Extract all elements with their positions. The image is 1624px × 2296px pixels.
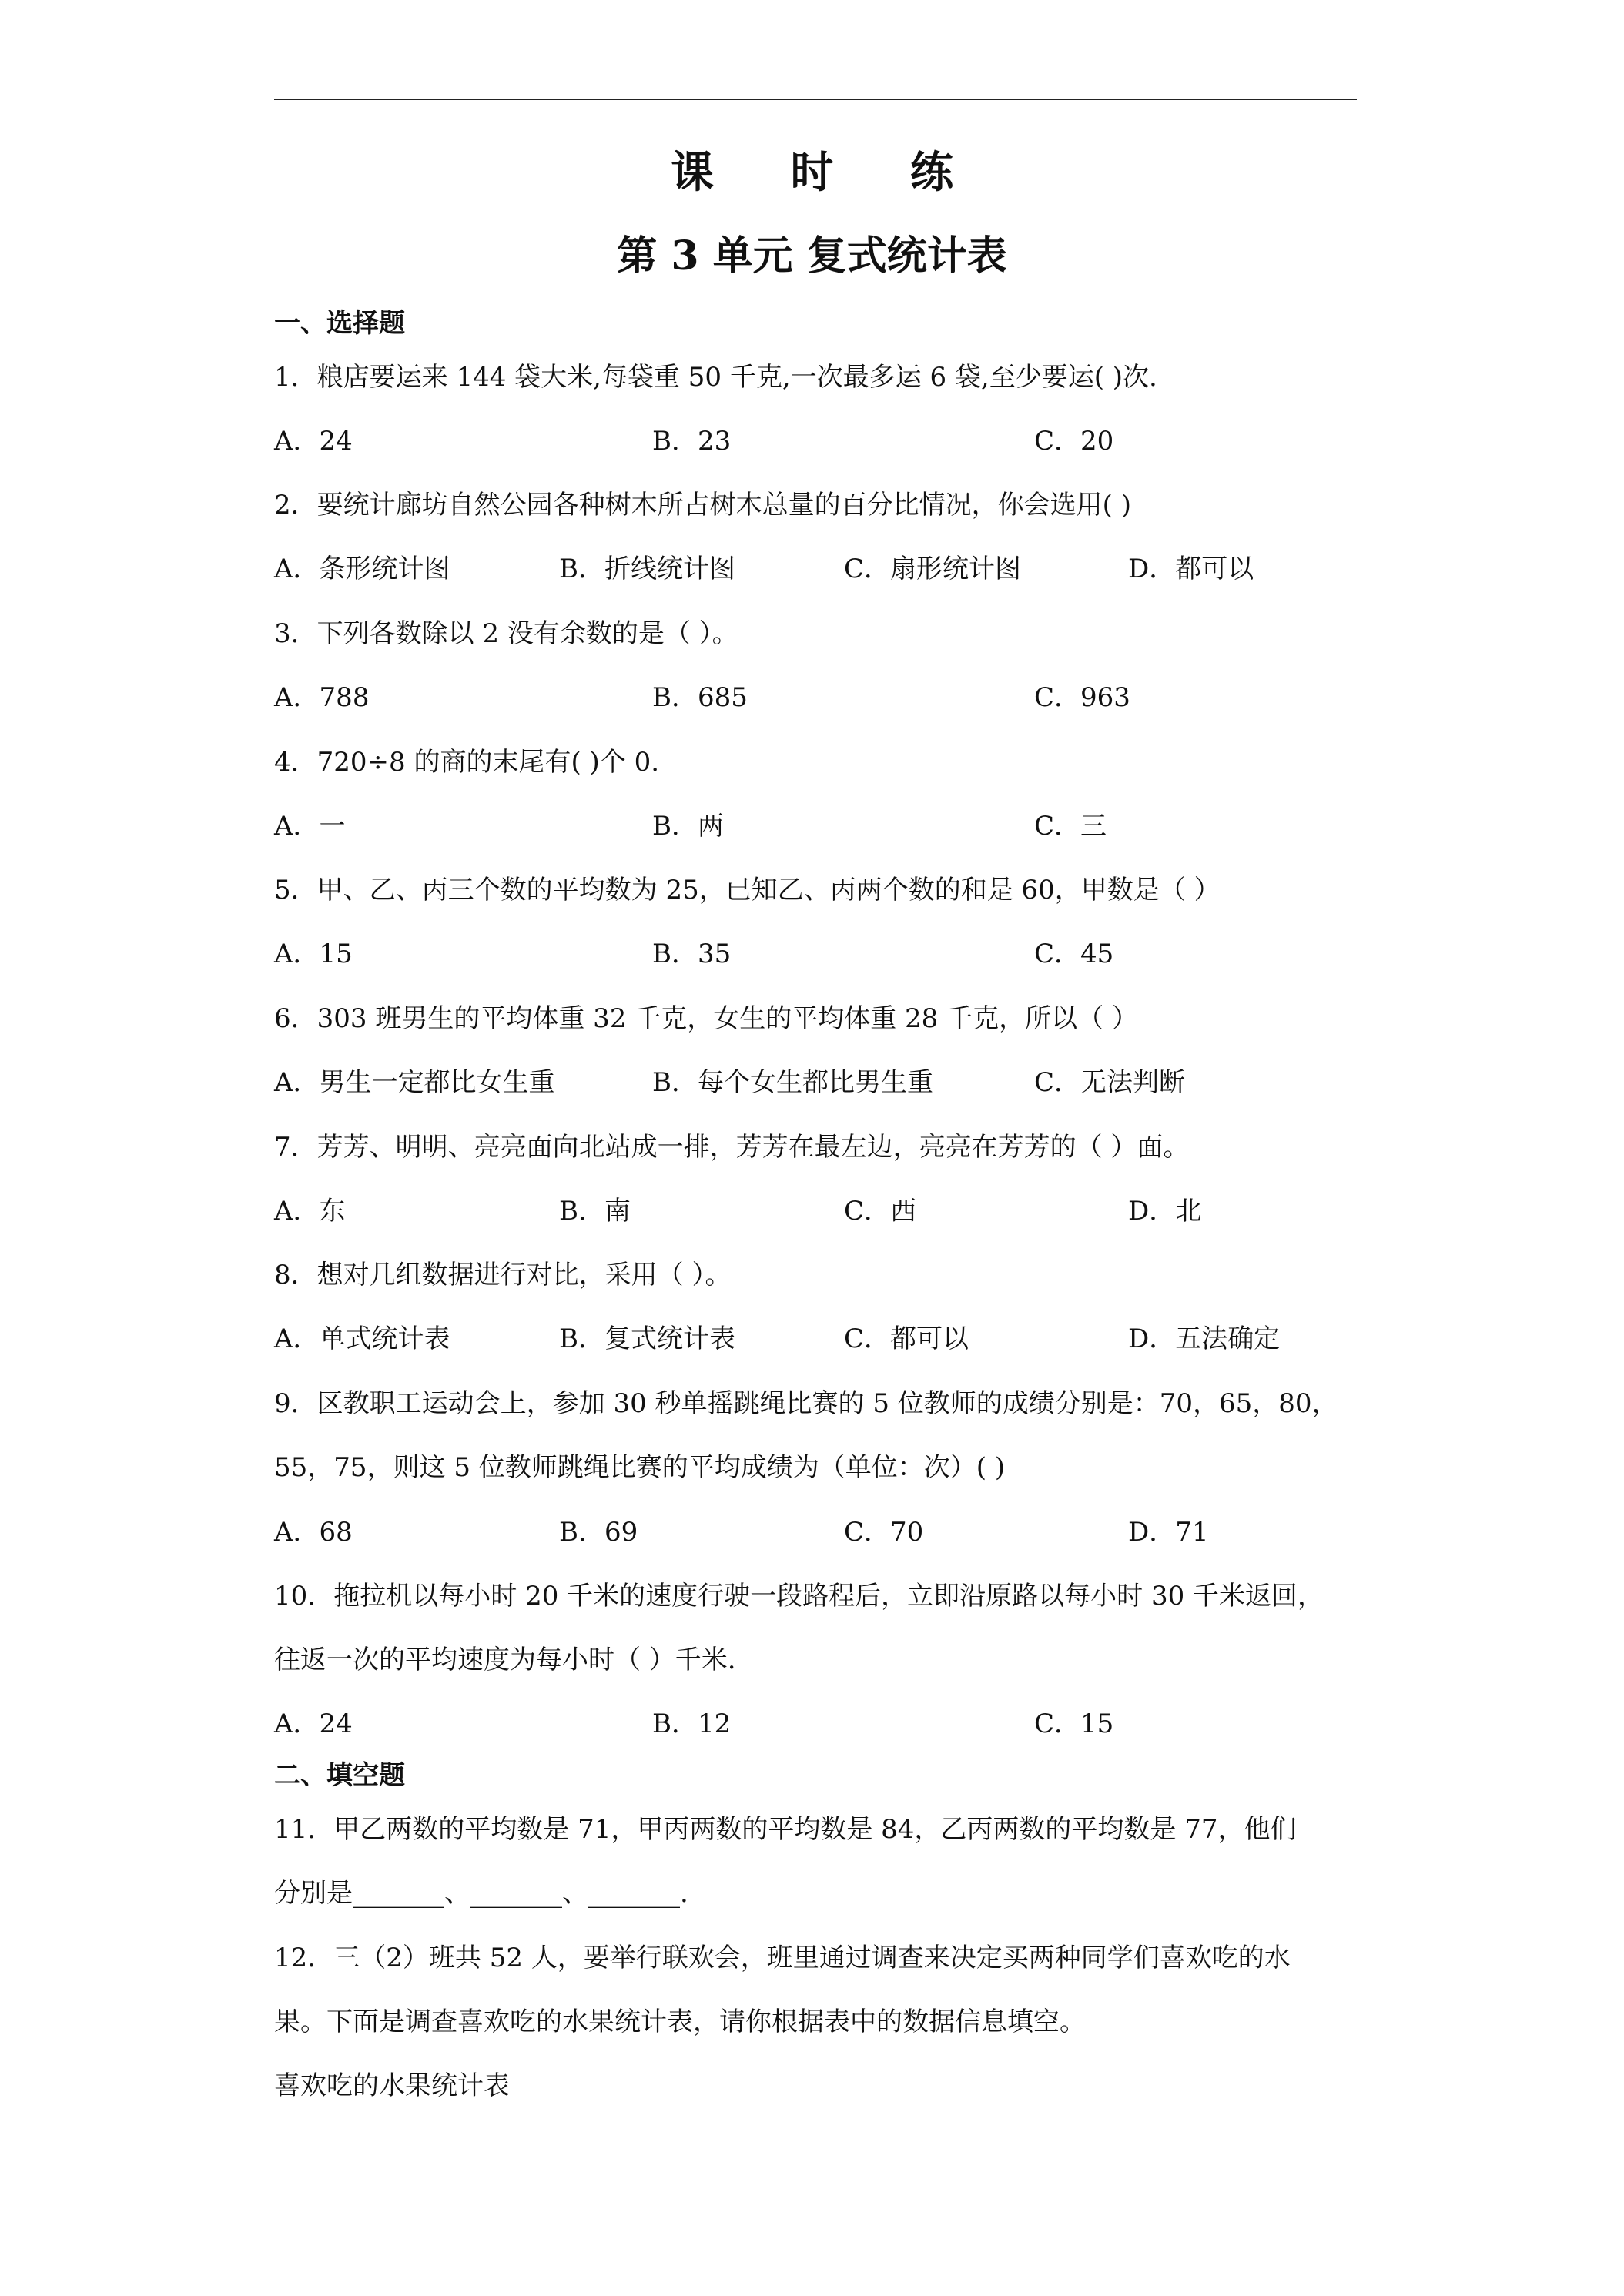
q7-option-a: A．东: [274, 1196, 346, 1227]
q3-option-a: A．788: [274, 682, 370, 713]
question-1: 1．粮店要运来 144 袋大米,每袋重 50 千克,一次最多运 6 袋,至少要运( )次.: [274, 362, 1157, 393]
header-rule: [274, 99, 1357, 100]
q1-option-a: A．24: [274, 426, 353, 457]
question-6: 6．303 班男生的平均体重 32 千克，女生的平均体重 28 千克，所以（ ）: [274, 1003, 1138, 1034]
q2-option-c: C．扇形统计图: [844, 554, 1022, 584]
q6-option-b: B．每个女生都比男生重: [652, 1067, 933, 1098]
q10-option-b: B．12: [652, 1709, 732, 1739]
q9-option-c: C．70: [844, 1517, 924, 1548]
question-7: 7．芳芳、明明、亮亮面向北站成一排，芳芳在最左边，亮亮在芳芳的（ ）面。: [274, 1132, 1190, 1163]
q4-option-c: C．三: [1034, 811, 1107, 842]
question-8: 8．想对几组数据进行对比，采用（ ）。: [274, 1260, 732, 1290]
q7-option-d: D．北: [1128, 1196, 1202, 1227]
q5-option-a: A．15: [274, 939, 353, 969]
q5-option-b: B．35: [652, 939, 732, 969]
q8-option-c: C．都可以: [844, 1324, 969, 1354]
q2-option-b: B．折线统计图: [559, 554, 735, 584]
q8-option-a: A．单式统计表: [274, 1324, 450, 1354]
question-12-line2: 果。下面是调查喜欢吃的水果统计表，请你根据表中的数据信息填空。: [274, 2006, 1086, 2037]
unit-title: 第 3 单元 复式统计表: [617, 233, 1007, 279]
q7-option-b: B．南: [559, 1196, 631, 1227]
q2-option-a: A．条形统计图: [274, 554, 450, 584]
q1-option-c: C．20: [1034, 426, 1114, 457]
q6-option-c: C．无法判断: [1034, 1067, 1186, 1098]
q9-option-b: B．69: [559, 1517, 638, 1548]
question-9-line1: 9．区教职工运动会上，参加 30 秒单摇跳绳比赛的 5 位教师的成绩分别是：70，65，80，: [274, 1388, 1338, 1419]
question-10-line2: 往返一次的平均速度为每小时（ ）千米.: [274, 1645, 736, 1675]
q3-option-b: B．685: [652, 682, 748, 713]
question-9-line2: 55，75，则这 5 位教师跳绳比赛的平均成绩为（单位：次）( ): [274, 1452, 1006, 1483]
q8-option-d: D．五法确定: [1128, 1324, 1281, 1354]
page-title: 课 时 练: [671, 147, 984, 198]
question-12-line1: 12．三（2）班共 52 人，要举行联欢会，班里通过调查来决定买两种同学们喜欢吃的水: [274, 1943, 1291, 1973]
q4-option-a: A．一: [274, 811, 346, 842]
section-choice: 一、选择题: [274, 308, 405, 339]
q6-option-a: A．男生一定都比女生重: [274, 1067, 555, 1098]
q10-option-c: C．15: [1034, 1709, 1114, 1739]
q2-option-d: D．都可以: [1128, 554, 1254, 584]
table-caption: 喜欢吃的水果统计表: [274, 2070, 510, 2101]
q9-option-a: A．68: [274, 1517, 353, 1548]
question-10-line1: 10．拖拉机以每小时 20 千米的速度行驶一段路程后，立即沿原路以每小时 30 千米返回，: [274, 1581, 1324, 1612]
question-11-line2: 分别是_______、_______、_______.: [274, 1878, 688, 1909]
section-fill: 二、填空题: [274, 1760, 405, 1791]
question-11-line1: 11．甲乙两数的平均数是 71，甲丙两数的平均数是 84，乙丙两数的平均数是 77，他们: [274, 1814, 1297, 1845]
q8-option-b: B．复式统计表: [559, 1324, 735, 1354]
question-2: 2．要统计廊坊自然公园各种树木所占树木总量的百分比情况，你会选用( ): [274, 490, 1131, 520]
q1-option-b: B．23: [652, 426, 732, 457]
question-5: 5．甲、乙、丙三个数的平均数为 25，已知乙、丙两个数的和是 60，甲数是（ ）: [274, 875, 1221, 905]
question-3: 3．下列各数除以 2 没有余数的是（ ）。: [274, 618, 738, 649]
q5-option-c: C．45: [1034, 939, 1114, 969]
q10-option-a: A．24: [274, 1709, 353, 1739]
question-4: 4．720÷8 的商的末尾有( )个 0.: [274, 747, 660, 778]
q4-option-b: B．两: [652, 811, 724, 842]
q9-option-d: D．71: [1128, 1517, 1209, 1548]
q7-option-c: C．西: [844, 1196, 917, 1227]
q3-option-c: C．963: [1034, 682, 1130, 713]
